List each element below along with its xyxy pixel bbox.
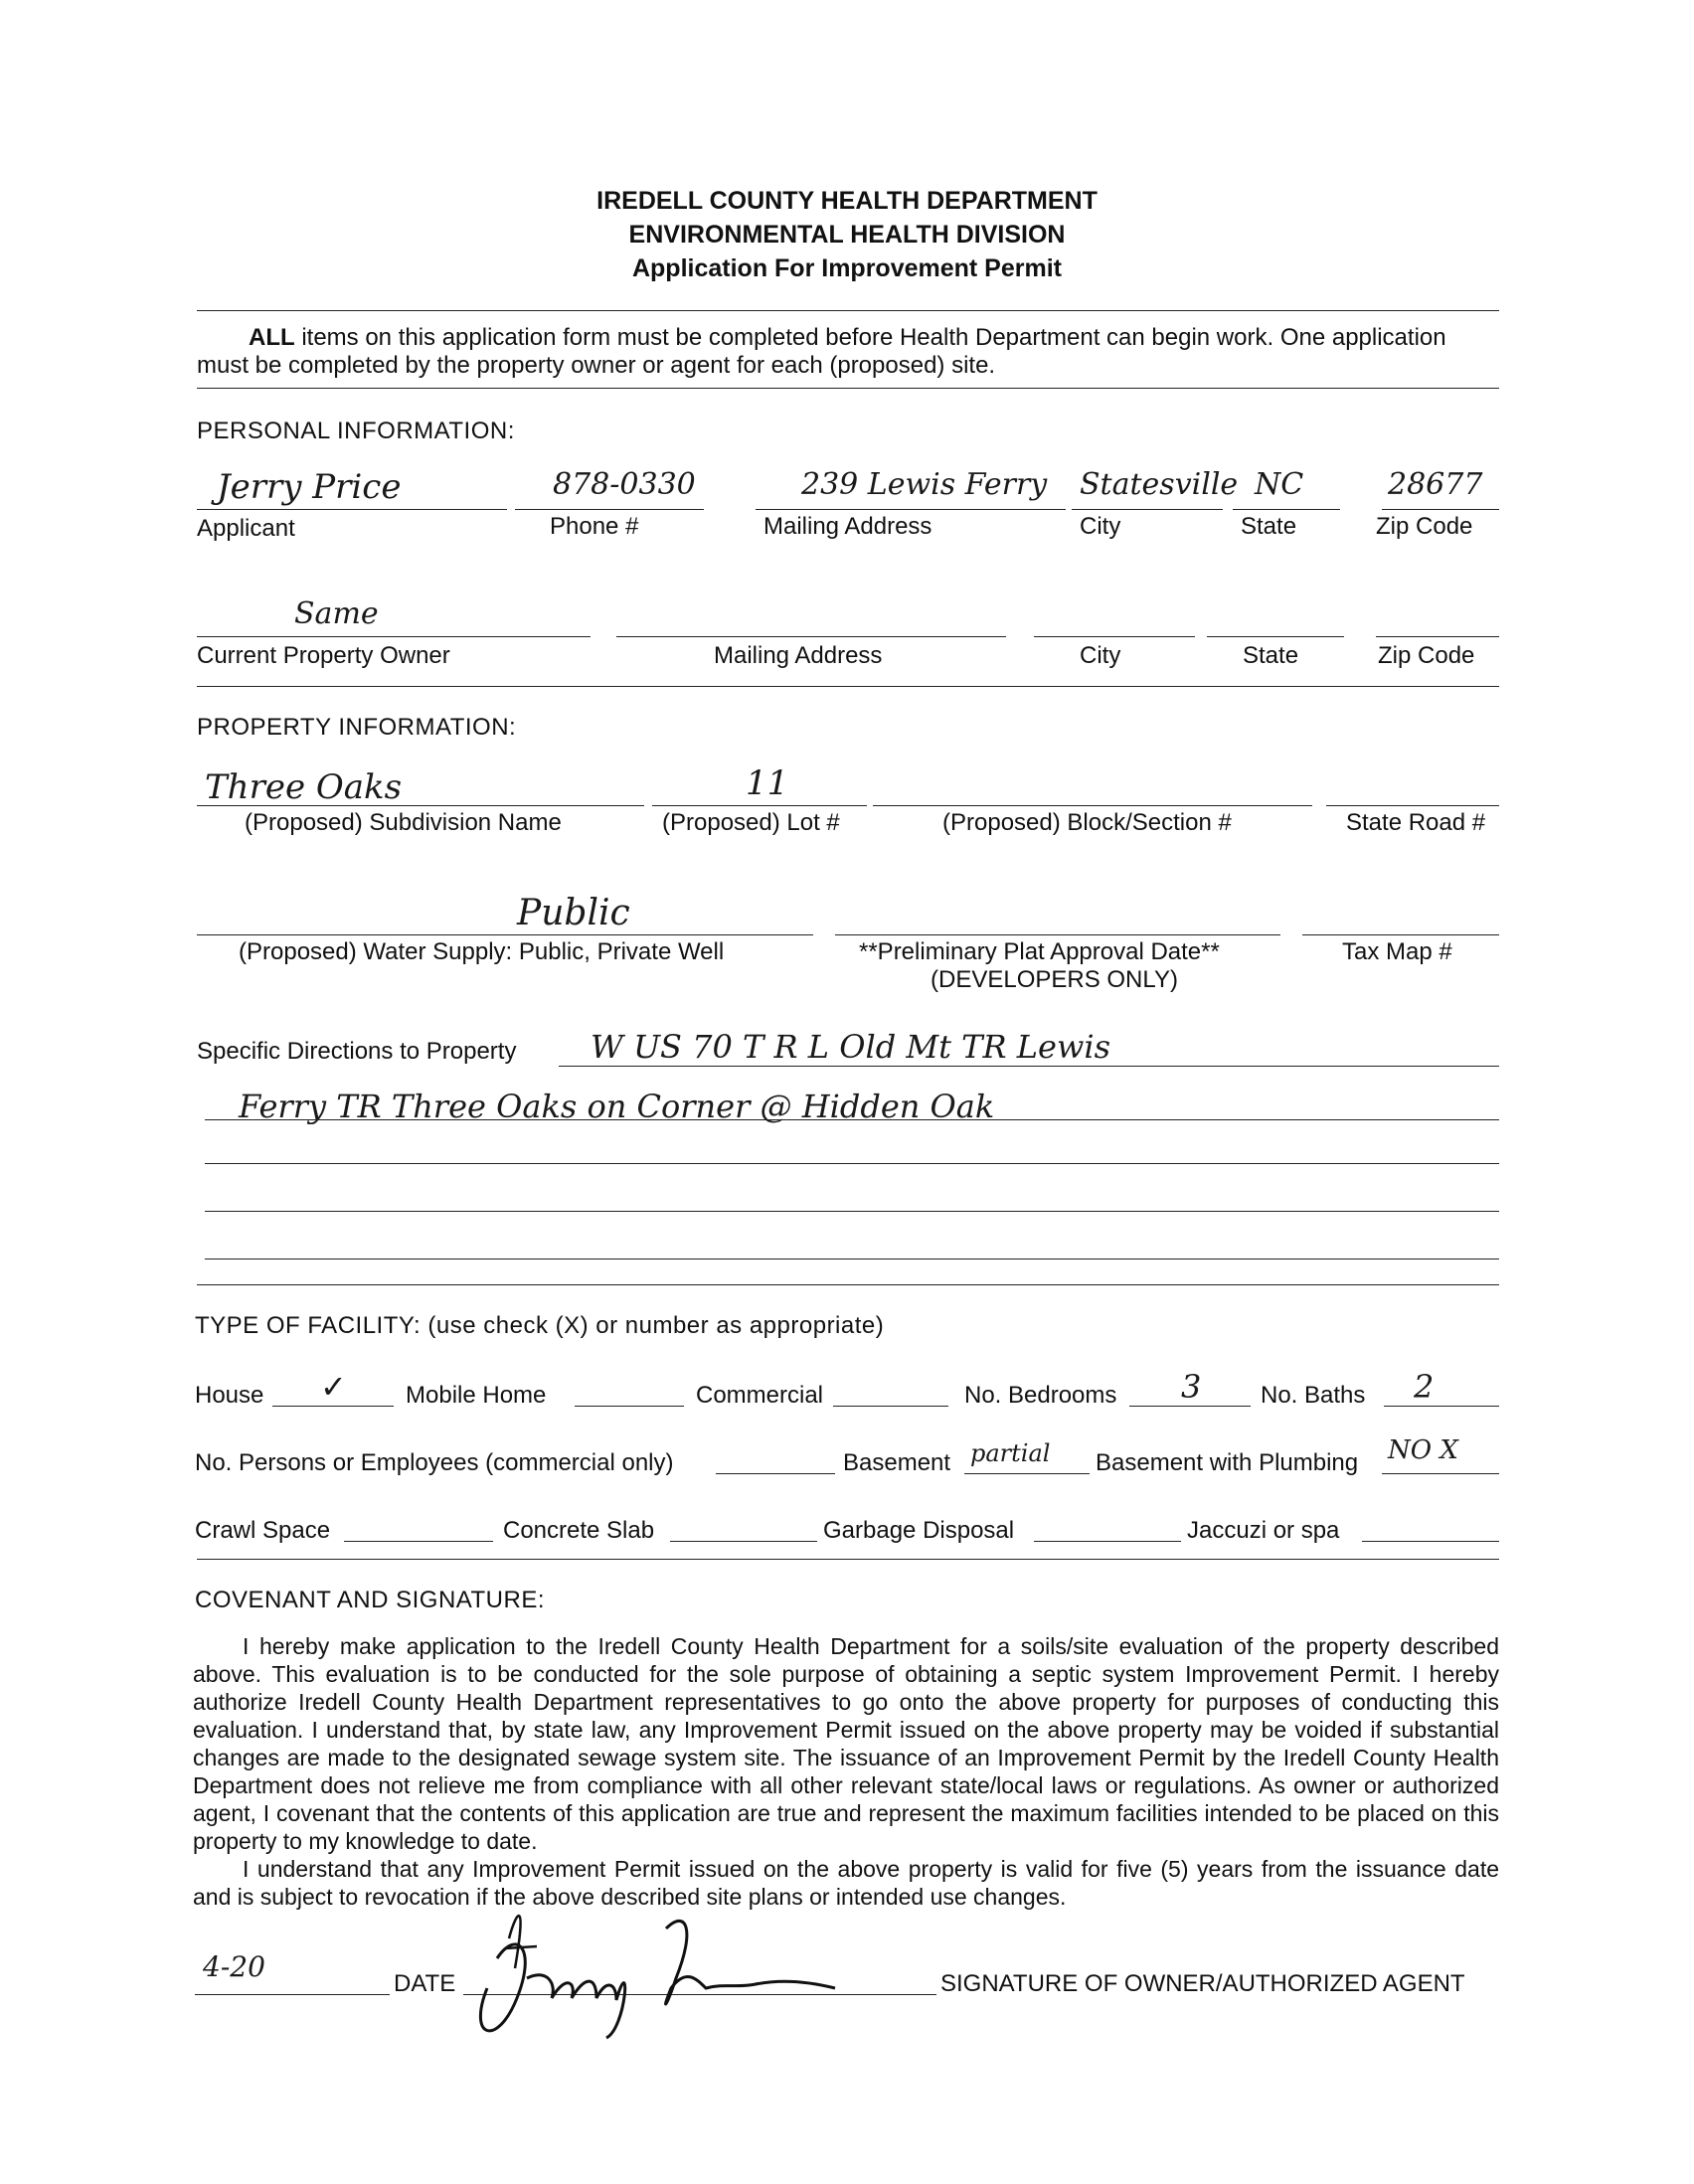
zip-label: Zip Code	[1376, 513, 1473, 540]
form-title: Application For Improvement Permit	[631, 254, 1062, 282]
lot-value[interactable]: 11	[746, 763, 789, 803]
owner-mailing-label: Mailing Address	[714, 642, 883, 669]
facility-heading: TYPE OF FACILITY: (use check (X) or number as appropriate)	[195, 1312, 885, 1339]
directions-line-2[interactable]: Ferry TR Three Oaks on Corner @ Hidden Oak	[239, 1088, 995, 1125]
signature-drawing[interactable]	[457, 1889, 875, 2058]
garbage-disposal-label: Garbage Disposal	[823, 1517, 1015, 1544]
block-label: (Proposed) Block/Section #	[942, 809, 1232, 836]
city-value[interactable]: Statesville	[1080, 467, 1239, 502]
owner-zip-label: Zip Code	[1378, 642, 1475, 669]
lot-label: (Proposed) Lot #	[662, 809, 840, 836]
directions-line-1[interactable]: W US 70 T R L Old Mt TR Lewis	[591, 1028, 1110, 1066]
applicant-value[interactable]: Jerry Price	[217, 467, 402, 507]
tax-map-label: Tax Map #	[1342, 938, 1452, 965]
state-road-label: State Road #	[1346, 809, 1486, 836]
basement-value[interactable]: partial	[970, 1439, 1051, 1467]
baths-value[interactable]: 2	[1414, 1368, 1435, 1406]
divider	[197, 310, 1499, 311]
division-title: ENVIRONMENTAL HEALTH DIVISION	[628, 221, 1066, 249]
crawl-space-label: Crawl Space	[195, 1517, 331, 1544]
divider	[197, 1559, 1499, 1560]
owner-city-label: City	[1080, 642, 1121, 669]
intro-line-2: must be completed by the property owner or agent for each (proposed) site.	[197, 352, 996, 379]
date-value[interactable]: 4-20	[203, 1950, 265, 1983]
zip-value[interactable]: 28677	[1388, 467, 1483, 502]
covenant-paragraph-2: I understand that any Improvement Permit issued on the above property is valid for five (5) years from the issuance date and is subject to revocation if the above described site plans or intended use changes.	[193, 1856, 1499, 1910]
subdivision-value[interactable]: Three Oaks	[205, 767, 403, 807]
phone-label: Phone #	[550, 513, 639, 540]
bedrooms-value[interactable]: 3	[1181, 1368, 1202, 1406]
property-info-heading: PROPERTY INFORMATION:	[197, 714, 517, 741]
basement-plumbing-value[interactable]: NO X	[1388, 1435, 1458, 1465]
bedrooms-label: No. Bedrooms	[964, 1382, 1117, 1409]
divider	[197, 388, 1499, 389]
owner-label: Current Property Owner	[197, 642, 450, 669]
water-supply-label: (Proposed) Water Supply: Public, Private Well	[239, 938, 725, 965]
intro-rest: items on this application form must be completed before Health Department can begin work. One application	[294, 324, 1446, 351]
concrete-slab-label: Concrete Slab	[503, 1517, 655, 1544]
plat-approval-label: **Preliminary Plat Approval Date**	[859, 938, 1220, 965]
state-label: State	[1241, 513, 1297, 540]
divider	[197, 686, 1499, 687]
date-label: DATE	[394, 1970, 456, 1997]
mailing-address-label: Mailing Address	[763, 513, 932, 540]
directions-label: Specific Directions to Property	[197, 1038, 517, 1065]
subdivision-label: (Proposed) Subdivision Name	[245, 809, 562, 836]
covenant-text	[193, 1632, 1499, 1911]
developers-only-label: (DEVELOPERS ONLY)	[931, 966, 1178, 993]
house-check[interactable]: ✓	[320, 1368, 347, 1406]
mobile-home-label: Mobile Home	[406, 1382, 547, 1409]
department-title: IREDELL COUNTY HEALTH DEPARTMENT	[596, 187, 1098, 215]
basement-plumbing-label: Basement with Plumbing	[1096, 1449, 1359, 1476]
phone-value[interactable]: 878-0330	[553, 467, 696, 502]
persons-label: No. Persons or Employees (commercial only)	[195, 1449, 674, 1476]
basement-label: Basement	[843, 1449, 951, 1476]
mailing-address-value[interactable]: 239 Lewis Ferry	[801, 467, 1048, 502]
intro-bold: ALL	[249, 324, 295, 351]
city-label: City	[1080, 513, 1121, 540]
intro-line-1	[249, 324, 1446, 352]
owner-value[interactable]: Same	[294, 596, 379, 631]
state-value[interactable]: NC	[1255, 467, 1304, 502]
covenant-heading: COVENANT AND SIGNATURE:	[195, 1587, 545, 1613]
signature-label: SIGNATURE OF OWNER/AUTHORIZED AGENT	[940, 1970, 1465, 1997]
owner-state-label: State	[1243, 642, 1299, 669]
baths-label: No. Baths	[1261, 1382, 1366, 1409]
covenant-paragraph-1: I hereby make application to the Iredell County Health Department for a soils/site evaluation of the property described above. This evaluation is to be conducted for the sole purpose of obtaining a septic system Improvement Permit. I hereby authorize Iredell County Health Department representatives to go onto the above property for purposes of conducting this evaluation. I understand that, by state law, any Improvement Permit issued on the above property may be voided if substantial changes are made to the designated sewage system site. The issuance of an Improvement Permit by the Iredell County Health Department does not relieve me from compliance with all other relevant state/local laws or regulations. As owner or authorized agent, I covenant that the contents of this application are true and represent the maximum facilities intended to be placed on this property to my knowledge to date.	[193, 1633, 1499, 1854]
house-label: House	[195, 1382, 264, 1409]
personal-info-heading: PERSONAL INFORMATION:	[197, 418, 515, 444]
commercial-label: Commercial	[696, 1382, 824, 1409]
water-supply-value[interactable]: Public	[517, 893, 630, 933]
divider	[197, 1284, 1499, 1285]
applicant-label: Applicant	[197, 515, 295, 542]
jacuzzi-label: Jaccuzi or spa	[1187, 1517, 1340, 1544]
